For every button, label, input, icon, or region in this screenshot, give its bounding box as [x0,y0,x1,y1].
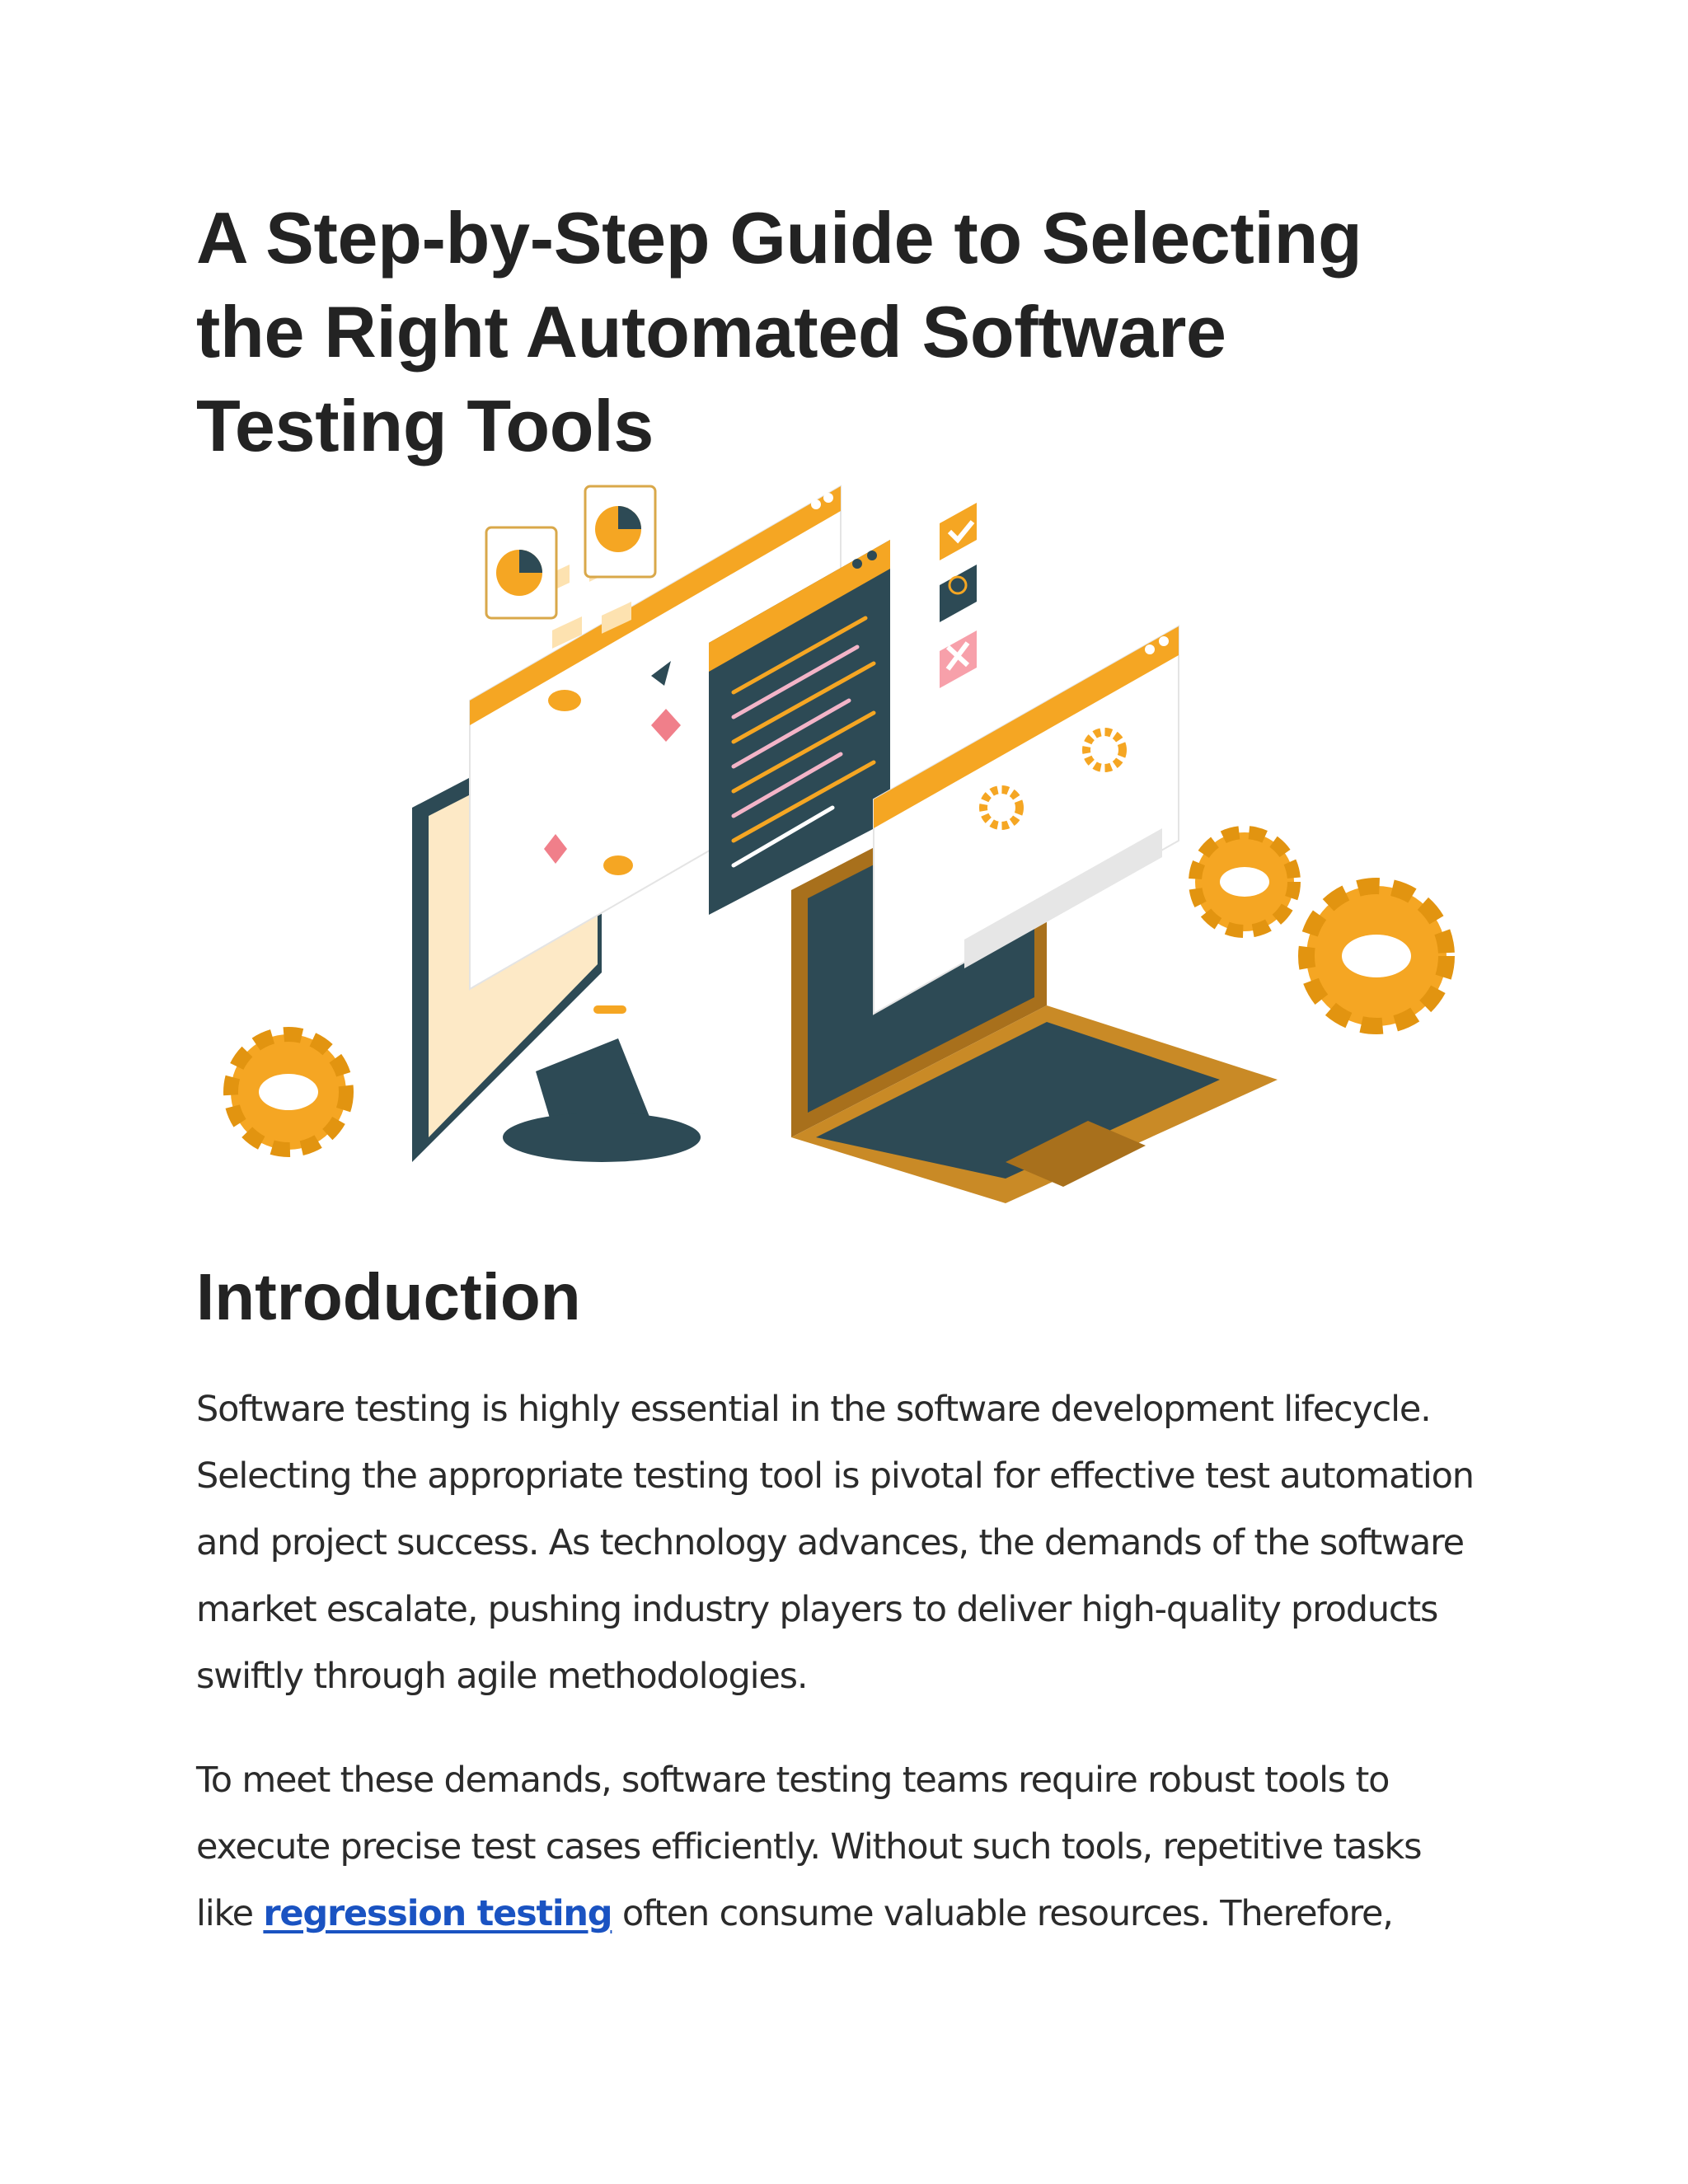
gear-icon-right-large [1306,886,1447,1026]
section-heading-introduction: Introduction [196,1260,581,1333]
intro-paragraph-1: Software testing is highly essential in the software development lifecycle. Selecting the appropriate testing tool is pivotal for effective test automation and project success. As technology advances, the demands of the software market escalate, pushing industry players to deliver high-quality products swiftly through agile methodologies. [196,1389,1474,1697]
gear-icon-right-small [1195,832,1294,931]
paragraph-2-text-end: often consume valuable resources. Therefore, [612,1893,1393,1934]
hero-illustration [190,478,1492,1203]
gear-icon-left [231,1034,346,1150]
article-title: A Step-by-Step Guide to Selecting the Right Automated Software Testing Tools [196,197,1362,466]
intro-paragraph-2 [196,1747,1482,1947]
paragraph-2-text-start: To meet these demands, software testing teams require robust tools to execute precise test cases efficiently. Without such tools, repetitive tasks like [196,1760,1422,1934]
pie-chart-bubbles [486,486,655,618]
status-icons [940,503,977,688]
regression-testing-link[interactable]: regression testing [263,1893,612,1934]
